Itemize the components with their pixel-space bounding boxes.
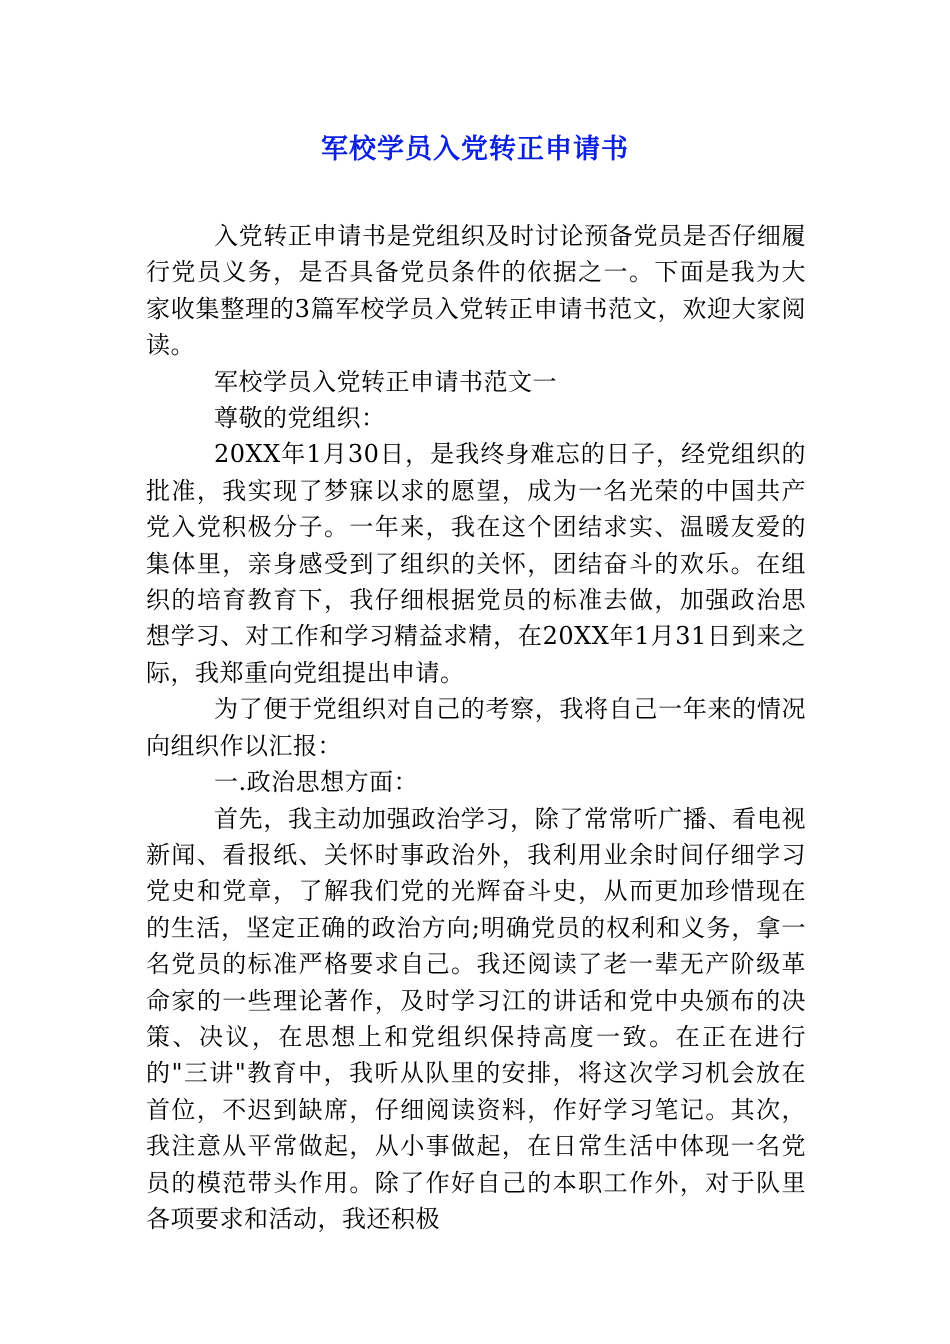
document-body (146, 218, 806, 1237)
body-paragraph: 为了便于党组织对自己的考察，我将自己一年来的情况向组织作以汇报： (146, 695, 806, 760)
body-paragraph: 首先，我主动加强政治学习，除了常常听广播、看电视新闻、看报纸、关怀时事政治外，我利用业余时间仔细学习党史和党章，了解我们党的光辉奋斗史，从而更加珍惜现在的生活，坚定正确的政治方向;明确党员的权利和义务，拿一名党员的标准严格要求自己。我还阅读了老一辈无产阶级革命家的一些理论著作，及时学习江的讲话和党中央颁布的决策、决议，在思想上和党组织保持高度一致。在正在进行的"三讲"教育中，我听从队里的安排，将这次学习机会放在首位，不迟到缺席，仔细阅读资料，作好学习笔记。其次，我注意从平常做起，从小事做起，在日常生活中体现一名党员的模范带头作用。除了作好自己的本职工作外，对于队里各项要求和活动，我还积极 (146, 804, 806, 1233)
body-paragraph: 20XX年1月30日，是我终身难忘的日子，经党组织的批准，我实现了梦寐以求的愿望，成为一名光荣的中国共产党入党积极分子。一年来，我在这个团结求实、温暖友爱的集体里，亲身感受到了组织的关怀，团结奋斗的欢乐。在组织的培育教育下，我仔细根据党员的标准去做，加强政治思想学习、对工作和学习精益求精，在20XX年1月31日到来之际，我郑重向党组提出申请。 (146, 440, 806, 687)
section-heading: 一.政治思想方面： (214, 768, 419, 797)
sample-heading: 军校学员入党转正申请书范文一 (214, 367, 557, 396)
intro-paragraph: 入党转正申请书是党组织及时讨论预备党员是否仔细履行党员义务，是否具备党员条件的依据之一。下面是我为大家收集整理的3篇军校学员入党转正申请书范文，欢迎大家阅读。 (146, 222, 806, 360)
document-title: 军校学员入党转正申请书 (321, 134, 629, 165)
salutation: 尊敬的党组织： (214, 404, 386, 433)
